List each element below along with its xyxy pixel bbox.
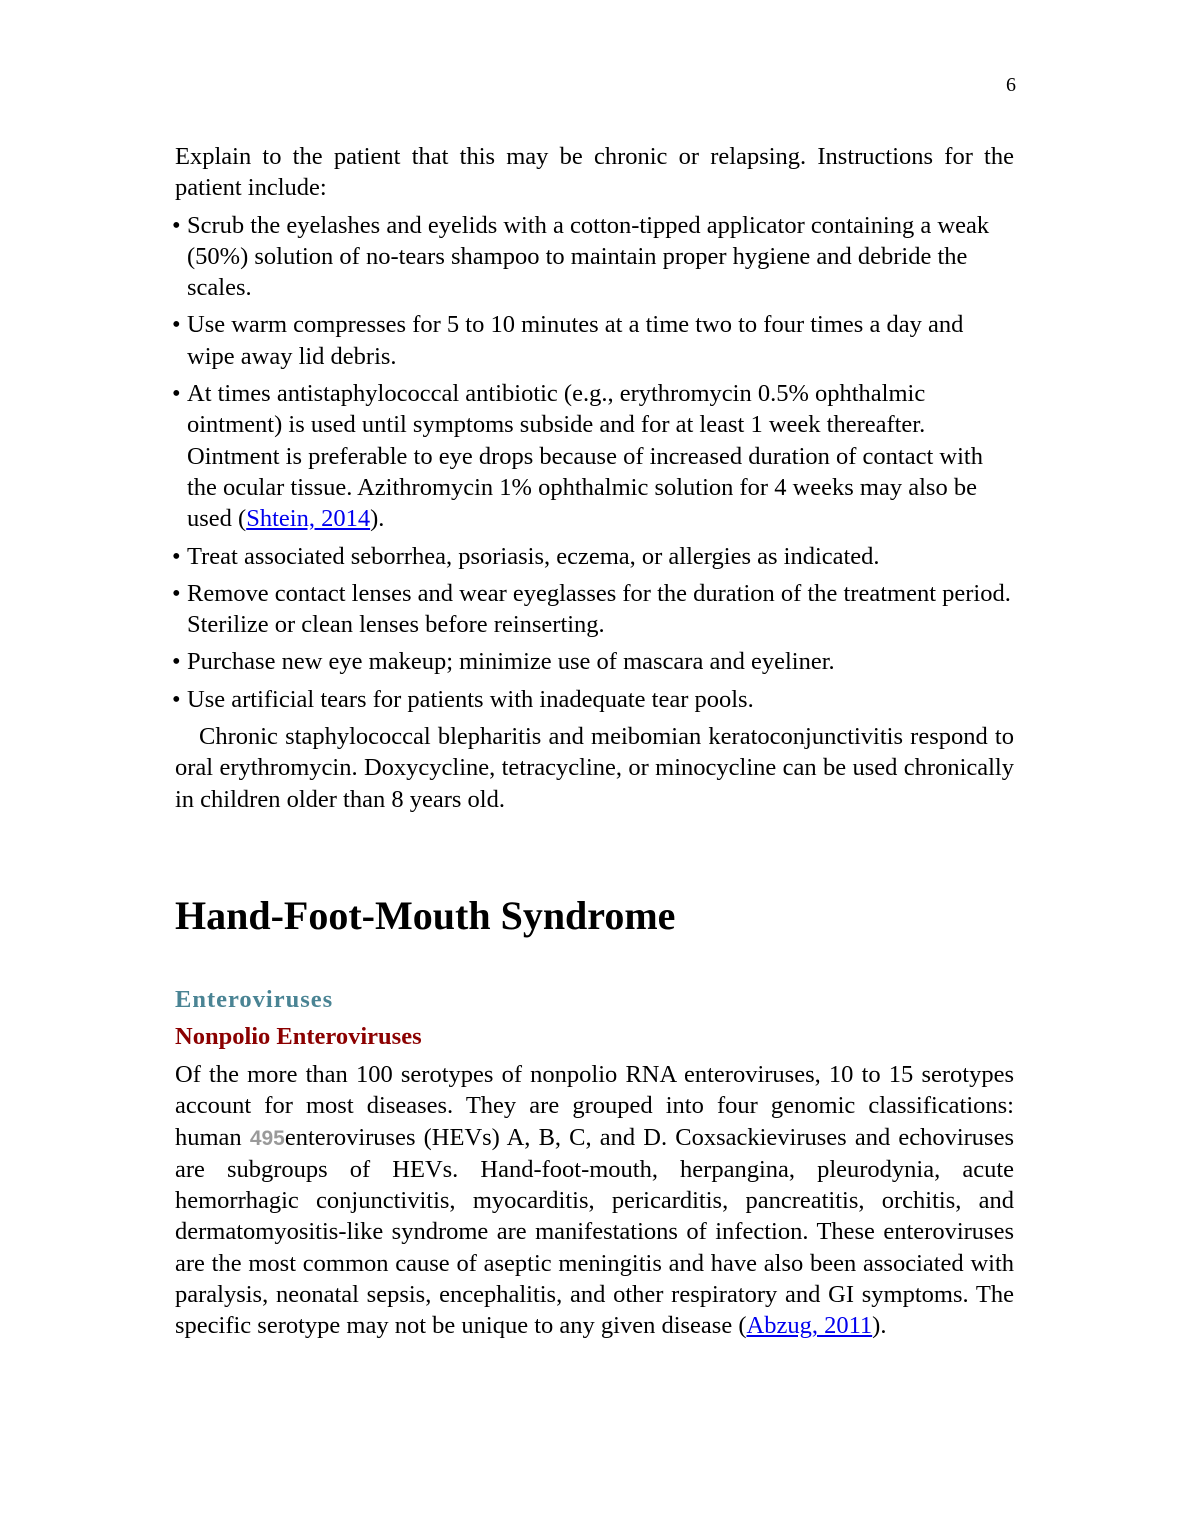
bullet-icon: • xyxy=(172,211,181,239)
list-item: • Treat associated seborrhea, psoriasis, eczema, or allergies as indicated. xyxy=(172,541,1014,572)
chronic-paragraph: Chronic staphylococcal blepharitis and meibomian keratoconjunctivitis respond to oral erythromycin. Doxycycline, tetracycline, or minocycline can be used chronically in children older than 8 years old. xyxy=(175,723,1014,813)
bullet-icon: • xyxy=(172,685,181,713)
instruction-list xyxy=(172,210,1014,715)
section-heading: Enteroviruses xyxy=(175,985,334,1013)
intro-paragraph: Explain to the patient that this may be chronic or relapsing. Instructions for the patient include: xyxy=(175,143,1014,202)
chapter-heading: Hand-Foot-Mouth Syndrome xyxy=(175,892,676,938)
bullet-icon: • xyxy=(172,542,181,570)
list-item: • Use artificial tears for patients with inadequate tear pools. xyxy=(172,684,1014,715)
list-item: • Remove contact lenses and wear eyeglasses for the duration of the treatment period. Sterilize or clean lenses before reinserting. xyxy=(172,579,1011,639)
bullet-icon: • xyxy=(172,648,181,676)
list-item: • At times antistaphylococcal antibiotic (e.g., erythromycin 0.5% ophthalmic ointment) is used until symptoms subside and for at least 1 week thereafter. Ointment is preferable to eye drops because of increased duration of contact with the ocular tissue. Azithromycin 1% ophthalmic solution for 4 weeks may also be used (Shtein, 2014). xyxy=(172,380,983,533)
subsection-heading: Nonpolio Enteroviruses xyxy=(175,1022,422,1050)
list-item: • Purchase new eye makeup; minimize use of mascara and eyeliner. xyxy=(172,646,1014,677)
bullet-icon: • xyxy=(172,380,181,408)
document-body xyxy=(172,141,1014,1342)
reference-link-abzug[interactable]: Abzug, 2011 xyxy=(746,1312,873,1340)
print-page-marker: 495 xyxy=(249,1126,285,1150)
bullet-icon: • xyxy=(172,579,181,607)
page-number: 6 xyxy=(1006,74,1016,96)
list-item: • Scrub the eyelashes and eyelids with a cotton-tipped applicator containing a weak (50%) solution of no-tears shampoo to maintain proper hygiene and debride the scales. xyxy=(172,211,990,302)
enterovirus-paragraph: Of the more than 100 serotypes of nonpolio RNA enteroviruses, 10 to 15 serotypes account for most diseases. They are grouped into four genomic classifications: human 495enteroviruses (HEVs) A, B, C, and D. Coxsackieviruses and echoviruses are subgroups of HEVs. Hand-foot-mouth, herpangina, pleurodynia, acute hemorrhagic conjunctivitis, myocarditis, pericarditis, pancreatitis, orchitis, and dermatomyositis-like syndrome are manifestations of infection. These enteroviruses are the most common cause of aseptic meningitis and have also been associated with paralysis, neonatal sepsis, encephalitis, and other respiratory and GI symptoms. The specific serotype may not be unique to any given disease (Abzug, 2011). xyxy=(175,1060,1014,1340)
reference-link-shtein[interactable]: Shtein, 2014 xyxy=(246,505,371,533)
list-item: • Use warm compresses for 5 to 10 minutes at a time two to four times a day and wipe away lid debris. xyxy=(172,311,964,370)
bullet-icon: • xyxy=(172,311,181,339)
